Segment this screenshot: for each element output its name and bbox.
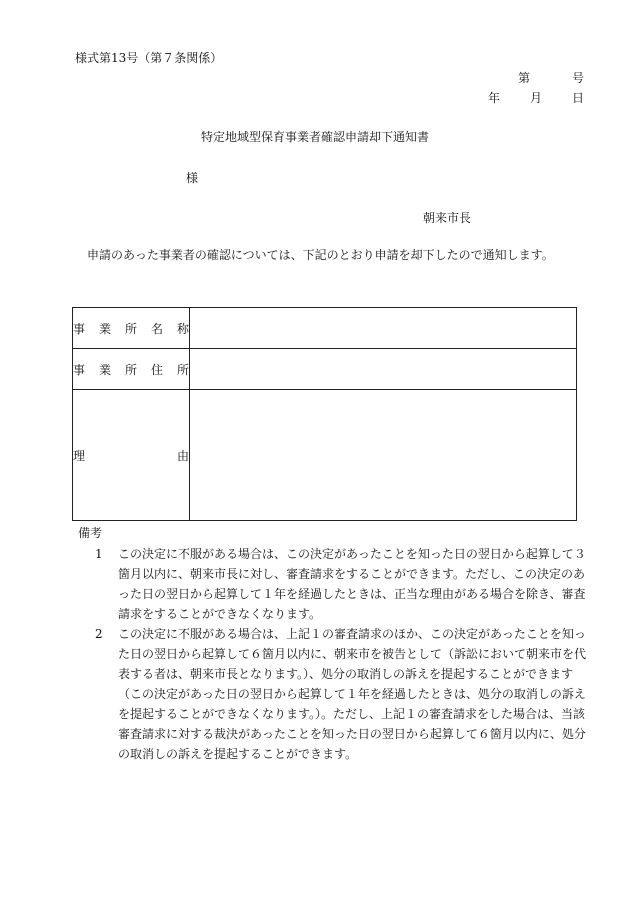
date-day: 日 [571,91,584,105]
label-char: 理 [73,448,86,463]
label-char: 所 [176,362,189,377]
office-name-label [73,308,190,349]
label-char: 所 [124,362,137,377]
office-address-value [190,349,577,390]
label-char: 由 [176,448,189,463]
addressee-suffix: 様 [186,171,199,185]
label-char: 所 [124,321,137,336]
date-year: 年 [488,91,501,105]
date-month: 月 [529,91,542,105]
reason-label [73,390,190,521]
issuer-name: 朝来市長 [423,211,472,225]
form-number: 様式第13号（第７条関係） [75,51,223,65]
table-row-reason [73,390,577,521]
office-name-value [190,308,577,349]
office-address-label [73,349,190,390]
label-char: 名 [150,321,163,336]
notes-title: 備考 [78,526,103,540]
table-row-office-address [73,349,577,390]
note-text: この決定に不服がある場合は、上記１の審査請求のほか、この決定があったことを知った日の翌日から起算して６箇月以内に、朝来市を被告として（訴訟において朝来市を代表する者は、朝来市長となります。）、処分の取消しの訴えを提起することができます（この決定があった日の翌日から起算して１年を経過したときは、処分の取消しの訴えを提起することができなくなります。）。ただし、上記１の審査請求をした場合は、当該審査請求に対する裁決があったことを知った日の翌日から起算して６箇月以内に、処分の取消しの訴えを提起することができます。 [118,627,587,761]
info-table [72,307,577,521]
number-prefix: 第 [518,71,531,85]
reason-value [190,390,577,521]
label-char: 事 [73,321,86,336]
label-char: 事 [73,362,86,377]
note-text: この決定に不服がある場合は、この決定があったことを知った日の翌日から起算して３箇月以内に、朝来市長に対し、審査請求をすることができます。ただし、この決定のあった日の翌日から起算して１年を経過したときは、正当な理由がある場合を除き、審査請求をすることができなくなります。 [118,547,586,621]
note-number: 2 [95,627,103,641]
label-char: 住 [150,362,163,377]
label-char: 称 [176,321,189,336]
label-char: 業 [98,321,111,336]
document-title: 特定地域型保育事業者確認申請却下通知書 [200,130,429,144]
table-row-office-name [73,308,577,349]
document-number [518,69,584,86]
issue-date [488,89,584,106]
number-suffix: 号 [571,71,584,85]
label-char: 業 [98,362,111,377]
note-item [78,544,588,624]
note-number: 1 [95,547,103,561]
note-item [78,624,588,764]
intro-paragraph [75,245,585,265]
intro-text: 申請のあった事業者の確認については、下記のとおり申請を却下したので通知します。 [87,248,554,262]
